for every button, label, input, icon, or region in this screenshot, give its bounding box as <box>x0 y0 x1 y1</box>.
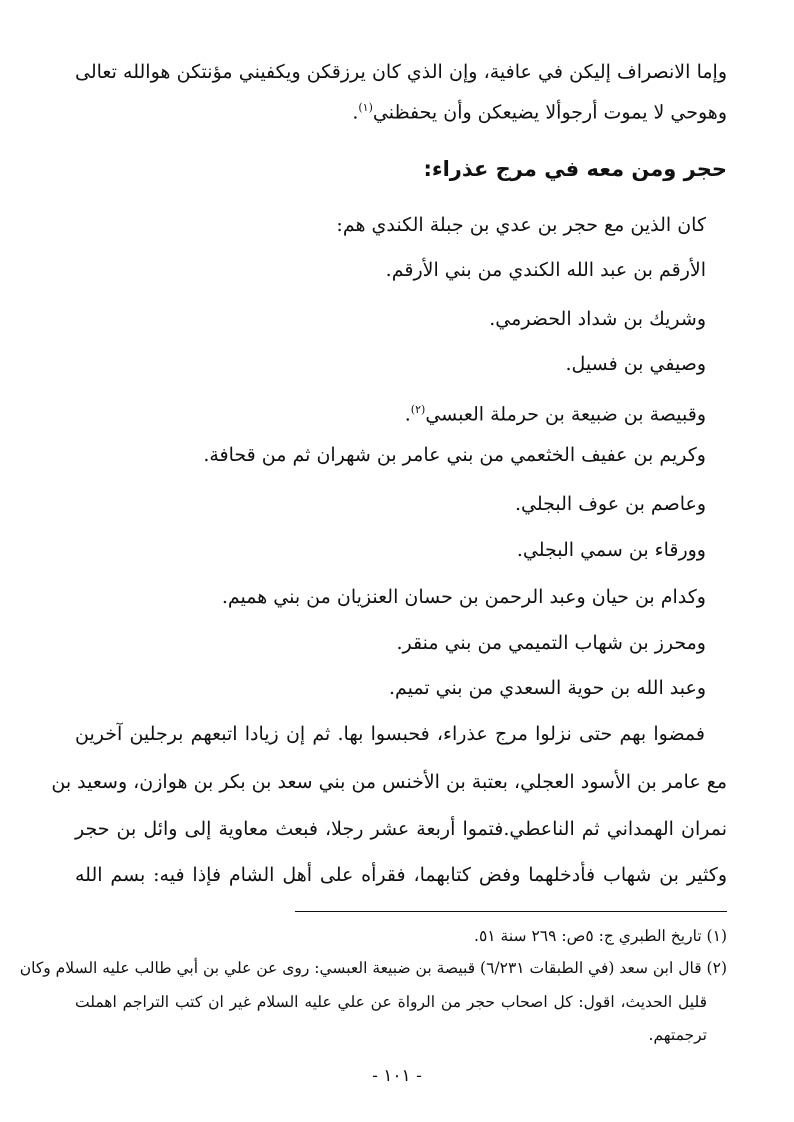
section-heading: حجر ومن معه في مرج عذراء: <box>423 157 727 181</box>
list-item: ومحرز بن شهاب التميمي من بني منقر. <box>396 632 706 654</box>
footnote: ترجمتهم. <box>648 1026 707 1044</box>
body-line: وإما الانصراف إليكن في عافية، وإن الذي كان يرزقكن ويكفيني مؤنتكن هوالله تعالى <box>75 61 727 83</box>
list-item-text: وقبيصة بن ضبيعة بن حرملة العبسي <box>425 403 706 426</box>
footnote-ref: (٢) <box>410 403 426 416</box>
body-line: وهوحي لا يموت أرجوألا يضيعكن وأن يحفظني$^{(١)}$. <box>352 101 727 124</box>
body-line: نمران الهمداني ثم الناعطي.فتموا أربعة عشر رجلا، فبعث معاوية إلى وائل بن حجر <box>75 818 727 840</box>
footnote: (١) تاريخ الطبري ج: ٥ص: ٢٦٩ سنة ٥١. <box>474 927 727 945</box>
list-item: وورقاء بن سمي البجلي. <box>516 539 706 561</box>
footnote: (٢) قال ابن سعد (في الطبقات ٦/٢٣١) قبيصة بن ضبيعة العبسي: روى عن علي بن أبي طالب عليه السلام وكان <box>19 959 727 977</box>
body-line: مع عامر بن الأسود العجلي، بعتبة بن الأخنس من بني سعد بن بكر بن هوازن، وسعيد بن <box>51 771 727 793</box>
list-item: وشريك بن شداد الحضرمي. <box>489 308 706 330</box>
footnote: قليل الحديث، اقول: كل اصحاب حجر من الرواة عن علي عليه السلام غير ان كتب التراجم اهملت <box>75 993 707 1011</box>
list-item: وصيفي بن فسيل. <box>565 353 706 375</box>
list-item: وكريم بن عفيف الخثعمي من بني عامر بن شهران ثم من قحافة. <box>203 444 706 466</box>
list-item: وعبد الله بن حوية السعدي من بني تميم. <box>388 677 706 699</box>
list-intro: كان الذين مع حجر بن عدي بن جبلة الكندي هم: <box>336 214 706 236</box>
body-line: وكثير بن شهاب فأدخلهما وفض كتابهما، فقرأه على أهل الشام فإذا فيه: بسم الله <box>75 864 727 886</box>
list-item: الأرقم بن عبد الله الكندي من بني الأرقم. <box>385 259 706 281</box>
footnote-divider <box>295 911 727 912</box>
list-item: وقبيصة بن ضبيعة بن حرملة العبسي$^{(٢)}$. <box>404 403 706 426</box>
body-line-text: وهوحي لا يموت أرجوألا يضيعكن وأن يحفظني <box>372 101 727 124</box>
list-item: وكدام بن حيان وعبد الرحمن بن حسان العنزيان من بني هميم. <box>221 586 706 608</box>
footnote-ref: (١) <box>358 101 373 114</box>
page-number: - ١٠١ - <box>372 1066 422 1086</box>
body-line: فمضوا بهم حتى نزلوا مرج عذراء، فحبسوا بها. ثم إن زيادا اتبعهم برجلين آخرين <box>75 723 705 745</box>
list-item: وعاصم بن عوف البجلي. <box>514 493 706 515</box>
